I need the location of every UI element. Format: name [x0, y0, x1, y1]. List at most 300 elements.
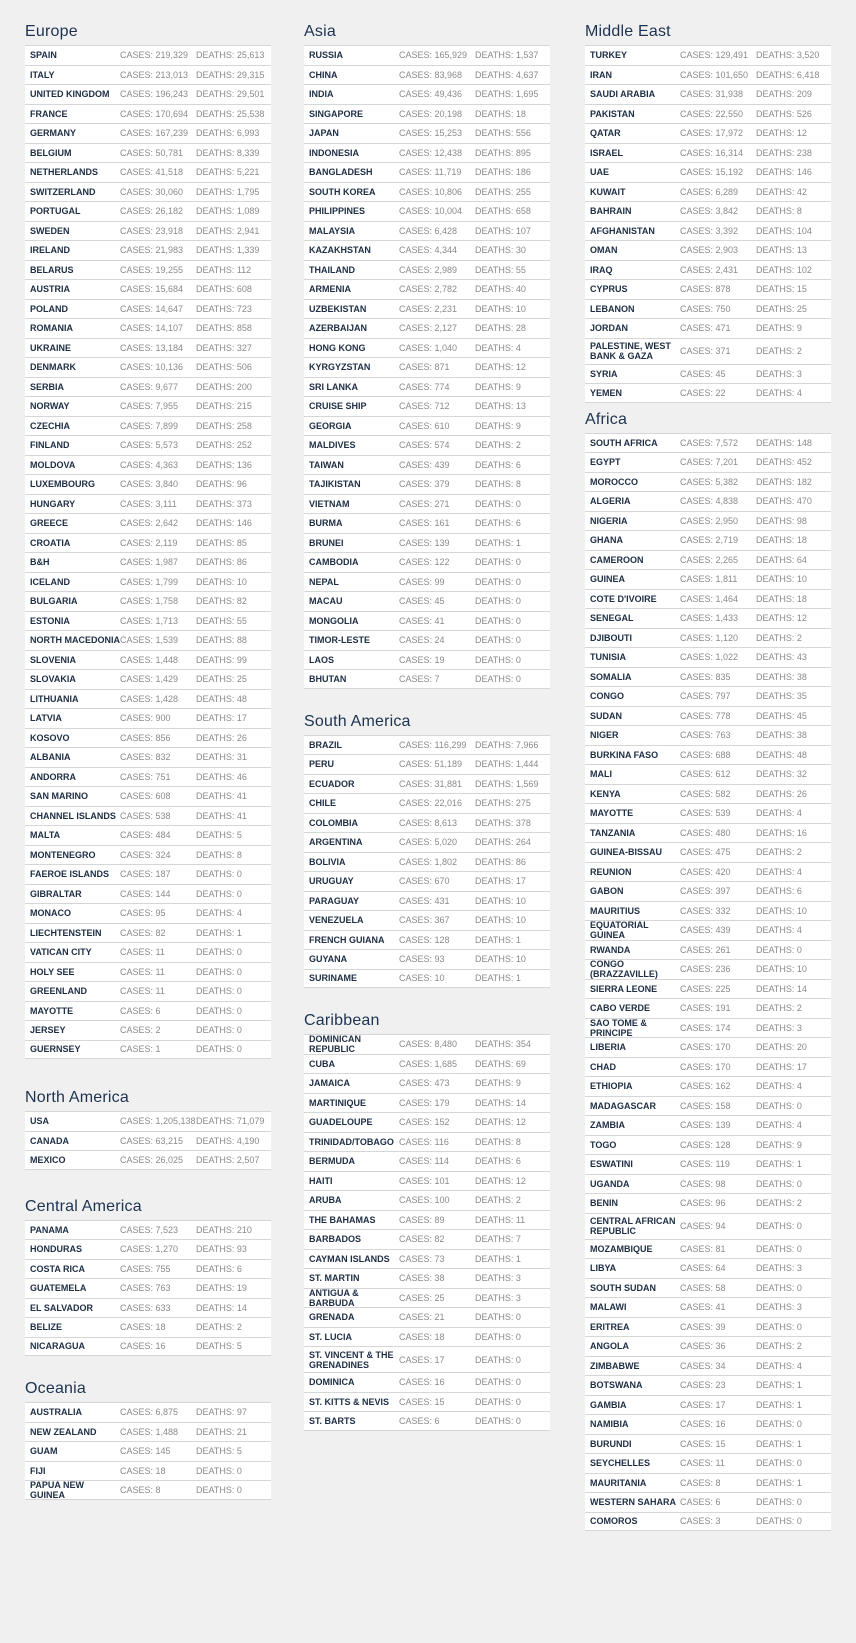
- table-row: [585, 901, 831, 921]
- cases-count: CASES: 31,881: [399, 778, 463, 789]
- deaths-count: DEATHS: 20: [756, 1042, 807, 1053]
- cases-count: CASES: 16: [399, 1377, 445, 1388]
- country-name: CAMBODIA: [309, 557, 359, 568]
- deaths-count: DEATHS: 0: [475, 654, 521, 665]
- cases-count: CASES: 1,022: [680, 652, 739, 663]
- deaths-count: DEATHS: 112: [196, 264, 252, 275]
- country-name: MOLDOVA: [30, 459, 76, 470]
- cases-count: CASES: 116,299: [399, 739, 467, 750]
- country-name: BHUTAN: [309, 673, 347, 684]
- cases-count: CASES: 2,119: [120, 537, 178, 548]
- country-name: PHILIPPINES: [309, 206, 366, 217]
- cases-count: CASES: 2,231: [399, 303, 458, 314]
- deaths-count: DEATHS: 18: [475, 108, 526, 119]
- deaths-count: DEATHS: 93: [196, 1244, 247, 1255]
- table-row: [585, 823, 831, 843]
- country-name: QATAR: [590, 128, 621, 139]
- country-name: CHANNEL ISLANDS: [30, 810, 116, 821]
- cases-count: CASES: 3,111: [120, 498, 177, 509]
- deaths-count: DEATHS: 15: [756, 284, 807, 295]
- deaths-count: DEATHS: 85: [196, 537, 247, 548]
- deaths-count: DEATHS: 14: [196, 1302, 247, 1313]
- country-name: TAJIKISTAN: [309, 479, 361, 490]
- deaths-count: DEATHS: 28: [475, 323, 526, 334]
- table-row: [304, 455, 550, 475]
- table-row: [25, 1441, 271, 1461]
- cases-count: CASES: 3,842: [680, 206, 739, 217]
- deaths-count: DEATHS: 10: [475, 954, 526, 965]
- cases-count: CASES: 1,270: [120, 1244, 179, 1255]
- deaths-count: DEATHS: 25: [756, 303, 807, 314]
- country-name: ESWATINI: [590, 1159, 633, 1170]
- region-title: Africa: [585, 410, 628, 428]
- country-name: MAURITANIA: [590, 1477, 647, 1488]
- deaths-count: DEATHS: 25: [196, 674, 247, 685]
- table-row: [585, 143, 831, 163]
- deaths-count: DEATHS: 1,795: [196, 186, 260, 197]
- table-row: [25, 1402, 271, 1422]
- country-name: LITHUANIA: [30, 693, 79, 704]
- country-name: SAO TOME & PRINCIPE: [590, 1017, 647, 1038]
- table-row: [25, 299, 271, 319]
- cases-count: CASES: 191: [680, 1003, 731, 1014]
- table-row: [25, 1150, 271, 1170]
- deaths-count: DEATHS: 0: [475, 1354, 521, 1365]
- cases-count: CASES: 475: [680, 847, 731, 858]
- cases-count: CASES: 633: [120, 1302, 171, 1313]
- cases-count: CASES: 18: [120, 1465, 166, 1476]
- deaths-count: DEATHS: 200: [196, 381, 252, 392]
- table-row: [304, 669, 550, 689]
- country-name: COLOMBIA: [309, 817, 358, 828]
- cases-count: CASES: 608: [120, 791, 171, 802]
- deaths-count: DEATHS: 0: [196, 869, 242, 880]
- cases-count: CASES: 96: [680, 1198, 726, 1209]
- country-name: GAMBIA: [590, 1399, 627, 1410]
- deaths-count: DEATHS: 19: [196, 1283, 247, 1294]
- deaths-count: DEATHS: 10: [756, 574, 807, 585]
- country-name: ST. LUCIA: [309, 1331, 353, 1342]
- region-title: Caribbean: [304, 1012, 380, 1029]
- deaths-count: DEATHS: 4: [756, 387, 802, 398]
- deaths-count: DEATHS: 96: [196, 479, 247, 490]
- country-name: CROATIA: [30, 537, 71, 548]
- deaths-count: DEATHS: 14: [756, 983, 807, 994]
- deaths-count: DEATHS: 0: [475, 1396, 521, 1407]
- deaths-count: DEATHS: 0: [196, 1465, 242, 1476]
- cases-count: CASES: 6,428: [399, 225, 458, 236]
- country-name: SENEGAL: [590, 613, 634, 624]
- cases-count: CASES: 755: [120, 1263, 171, 1274]
- deaths-count: DEATHS: 46: [196, 771, 247, 782]
- table-row: [25, 45, 271, 65]
- cases-count: CASES: 26,025: [120, 1154, 184, 1165]
- deaths-count: DEATHS: 4: [475, 342, 521, 353]
- cases-count: CASES: 4,838: [680, 496, 739, 507]
- cases-count: CASES: 10,004: [399, 206, 463, 217]
- cases-count: CASES: 6,289: [680, 186, 739, 197]
- country-name: LUXEMBOURG: [30, 479, 95, 490]
- cases-count: CASES: 2,782: [399, 284, 458, 295]
- country-name: TOGO: [590, 1139, 617, 1150]
- cases-count: CASES: 116: [399, 1136, 449, 1147]
- table-row: [25, 923, 271, 943]
- table-row: [25, 1461, 271, 1481]
- country-name: SURINAME: [309, 973, 358, 984]
- table-row: [25, 162, 271, 182]
- country-name: TAIWAN: [309, 459, 344, 470]
- table-row: [304, 1372, 550, 1392]
- cases-count: CASES: 2,127: [399, 323, 458, 334]
- table-row: [25, 221, 271, 241]
- country-name: SYRIA: [590, 368, 618, 379]
- deaths-count: DEATHS: 9: [475, 381, 521, 392]
- deaths-count: DEATHS: 5: [196, 1341, 242, 1352]
- country-name: PERU: [309, 759, 335, 770]
- table-row: [25, 104, 271, 124]
- deaths-count: DEATHS: 97: [196, 1407, 247, 1418]
- deaths-count: DEATHS: 1: [475, 934, 521, 945]
- deaths-count: DEATHS: 3: [756, 1022, 802, 1033]
- cases-count: CASES: 878: [680, 284, 731, 295]
- country-name: KYRGYZSTAN: [309, 362, 371, 373]
- deaths-count: DEATHS: 0: [196, 888, 242, 899]
- country-name: GIBRALTAR: [30, 888, 82, 899]
- cases-count: CASES: 139: [399, 537, 450, 548]
- country-name: GHANA: [590, 535, 623, 546]
- country-name: AUSTRALIA: [30, 1407, 82, 1418]
- cases-count: CASES: 15,192: [680, 167, 744, 178]
- cases-count: CASES: 261: [680, 944, 731, 955]
- table-row: [25, 786, 271, 806]
- region-section: [585, 21, 831, 403]
- country-name: SOUTH KOREA: [309, 186, 376, 197]
- table-row: [25, 1422, 271, 1442]
- country-name: GUADELOUPE: [309, 1117, 373, 1128]
- cases-count: CASES: 7,523: [120, 1224, 179, 1235]
- country-name: ARUBA: [309, 1195, 342, 1206]
- country-name: BURKINA FASO: [590, 749, 659, 760]
- country-name: MALTA: [30, 830, 61, 841]
- table-row: [25, 279, 271, 299]
- country-name: SPAIN: [30, 50, 57, 61]
- table-row: [585, 745, 831, 765]
- cases-count: CASES: 38: [399, 1273, 445, 1284]
- country-name: URUGUAY: [309, 876, 354, 887]
- table-row: [304, 513, 550, 533]
- table-row: [304, 871, 550, 891]
- table-row: [304, 891, 550, 911]
- table-row: [585, 940, 831, 960]
- cases-count: CASES: 152: [399, 1117, 450, 1128]
- deaths-count: DEATHS: 556: [475, 128, 531, 139]
- cases-count: CASES: 1,464: [680, 593, 739, 604]
- cases-count: CASES: 7,955: [120, 401, 179, 412]
- cases-count: CASES: 1,987: [120, 557, 179, 568]
- country-name: MOROCCO: [590, 476, 638, 487]
- table-row: [585, 530, 831, 550]
- table-row: [25, 455, 271, 475]
- country-name: THAILAND: [309, 264, 355, 275]
- table-row: [25, 240, 271, 260]
- country-name: GUINEA-BISSAU: [590, 847, 663, 858]
- country-name: LATVIA: [30, 713, 62, 724]
- cases-count: CASES: 167,239: [120, 128, 189, 139]
- table-row: [304, 1249, 550, 1269]
- country-name: INDONESIA: [309, 147, 360, 158]
- table-row: [585, 472, 831, 492]
- cases-count: CASES: 332: [680, 905, 731, 916]
- cases-count: CASES: 19: [399, 654, 445, 665]
- cases-count: CASES: 12,438: [399, 147, 463, 158]
- table-row: [585, 1473, 831, 1493]
- deaths-count: DEATHS: 55: [475, 264, 526, 275]
- cases-count: CASES: 763: [680, 730, 731, 741]
- deaths-count: DEATHS: 9: [475, 1078, 521, 1089]
- country-name: ANGOLA: [590, 1341, 629, 1352]
- deaths-count: DEATHS: 0: [475, 596, 521, 607]
- deaths-count: DEATHS: 275: [475, 798, 531, 809]
- table-row: [585, 686, 831, 706]
- cases-count: CASES: 17: [399, 1354, 445, 1365]
- country-name: CHINA: [309, 69, 338, 80]
- table-row: [25, 65, 271, 85]
- country-name: HONDURAS: [30, 1244, 83, 1255]
- cases-count: CASES: 41: [680, 1302, 726, 1313]
- deaths-count: DEATHS: 99: [196, 654, 247, 665]
- deaths-count: DEATHS: 2,941: [196, 225, 260, 236]
- country-name: BARBADOS: [309, 1234, 362, 1245]
- cases-count: CASES: 397: [680, 886, 731, 897]
- table-row: [585, 1037, 831, 1057]
- cases-count: CASES: 16: [680, 1419, 726, 1430]
- table-row: [585, 608, 831, 628]
- deaths-count: DEATHS: 38: [756, 730, 807, 741]
- country-name: GUINEA: [590, 574, 626, 585]
- deaths-count: DEATHS: 0: [756, 1221, 802, 1231]
- table-row: [25, 474, 271, 494]
- cases-count: CASES: 856: [120, 732, 171, 743]
- table-row: [304, 260, 550, 280]
- cases-count: CASES: 2,265: [680, 554, 739, 565]
- country-name: WESTERN SAHARA: [590, 1497, 677, 1508]
- cases-count: CASES: 371: [680, 346, 731, 356]
- cases-count: CASES: 2,989: [399, 264, 458, 275]
- cases-count: CASES: 778: [680, 710, 731, 721]
- country-name: BELGIUM: [30, 147, 72, 158]
- country-name: ROMANIA: [30, 323, 73, 334]
- country-name: HUNGARY: [30, 498, 76, 509]
- cases-count: CASES: 6,875: [120, 1407, 179, 1418]
- country-name: TANZANIA: [590, 827, 636, 838]
- deaths-count: DEATHS: 2: [756, 632, 802, 643]
- cases-count: CASES: 19,255: [120, 264, 184, 275]
- table-row: [25, 591, 271, 611]
- deaths-count: DEATHS: 43: [756, 652, 807, 663]
- deaths-count: DEATHS: 98: [756, 515, 807, 526]
- country-name: SLOVENIA: [30, 654, 77, 665]
- country-name: KUWAIT: [590, 186, 626, 197]
- cases-count: CASES: 11: [120, 986, 165, 997]
- deaths-count: DEATHS: 26: [196, 732, 247, 743]
- table-row: [585, 647, 831, 667]
- cases-count: CASES: 13,184: [120, 342, 184, 353]
- table-row: [585, 491, 831, 511]
- country-name: MALDIVES: [309, 440, 356, 451]
- cases-count: CASES: 18: [399, 1331, 445, 1342]
- country-table: [25, 1220, 271, 1357]
- country-name: MAYOTTE: [30, 1005, 74, 1016]
- table-row: [25, 1111, 271, 1131]
- table-row: [585, 550, 831, 570]
- deaths-count: DEATHS: 107: [475, 225, 531, 236]
- deaths-count: DEATHS: 10: [475, 895, 526, 906]
- country-name: ANDORRA: [30, 771, 76, 782]
- table-row: [304, 377, 550, 397]
- table-row: [25, 864, 271, 884]
- cases-count: CASES: 1,799: [120, 576, 179, 587]
- deaths-count: DEATHS: 6: [756, 886, 802, 897]
- deaths-count: DEATHS: 17: [475, 876, 526, 887]
- cases-count: CASES: 271: [399, 498, 450, 509]
- deaths-count: DEATHS: 1: [475, 537, 521, 548]
- country-table: [304, 735, 550, 989]
- deaths-count: DEATHS: 3: [756, 1263, 802, 1274]
- cases-count: CASES: 187: [120, 869, 171, 880]
- table-row: [585, 338, 831, 364]
- table-row: [25, 357, 271, 377]
- deaths-count: DEATHS: 12: [756, 128, 807, 139]
- cases-count: CASES: 17,972: [680, 128, 744, 139]
- table-row: [585, 240, 831, 260]
- table-row: [25, 123, 271, 143]
- deaths-count: DEATHS: 0: [475, 576, 521, 587]
- deaths-count: DEATHS: 25,538: [196, 108, 265, 119]
- country-name: LIBERIA: [590, 1042, 626, 1053]
- table-row: [304, 1307, 550, 1327]
- deaths-count: DEATHS: 32: [756, 769, 807, 780]
- country-name: CRUISE SHIP: [309, 401, 367, 412]
- deaths-count: DEATHS: 26: [756, 788, 807, 799]
- deaths-count: DEATHS: 6: [475, 459, 521, 470]
- country-name: MONTENEGRO: [30, 849, 96, 860]
- cases-count: CASES: 14,647: [120, 303, 184, 314]
- cases-count: CASES: 16: [120, 1341, 166, 1352]
- cases-count: CASES: 751: [120, 771, 171, 782]
- cases-count: CASES: 1,433: [680, 613, 739, 624]
- deaths-count: DEATHS: 2: [756, 1341, 802, 1352]
- table-row: [304, 1073, 550, 1093]
- deaths-count: DEATHS: 10: [196, 576, 247, 587]
- deaths-count: DEATHS: 0: [196, 986, 242, 997]
- country-name: RUSSIA: [309, 50, 344, 61]
- cases-count: CASES: 23,918: [120, 225, 184, 236]
- deaths-count: DEATHS: 8: [475, 479, 521, 490]
- country-name: IRAN: [590, 69, 612, 80]
- table-row: [585, 383, 831, 403]
- table-row: [25, 494, 271, 514]
- country-name: THE BAHAMAS: [309, 1214, 376, 1225]
- deaths-count: DEATHS: 10: [475, 303, 526, 314]
- deaths-count: DEATHS: 0: [756, 1100, 802, 1111]
- table-row: [304, 396, 550, 416]
- country-table: [25, 1402, 271, 1500]
- cases-count: CASES: 1,428: [120, 693, 179, 704]
- table-row: [304, 338, 550, 358]
- table-row: [585, 1395, 831, 1415]
- cases-count: CASES: 174: [680, 1022, 731, 1033]
- deaths-count: DEATHS: 526: [756, 108, 812, 119]
- cases-count: CASES: 871: [399, 362, 450, 373]
- country-name: CABO VERDE: [590, 1003, 651, 1014]
- table-row: [585, 764, 831, 784]
- country-name: NIGER: [590, 730, 619, 741]
- cases-count: CASES: 1,429: [120, 674, 179, 685]
- cases-count: CASES: 94: [680, 1221, 726, 1231]
- country-name: COMOROS: [590, 1516, 638, 1527]
- country-name: DOMINICA: [309, 1377, 355, 1388]
- country-name: CHAD: [590, 1061, 616, 1072]
- deaths-count: DEATHS: 258: [196, 420, 252, 431]
- deaths-count: DEATHS: 0: [756, 1458, 802, 1469]
- country-name: ESTONIA: [30, 615, 70, 626]
- deaths-count: DEATHS: 255: [475, 186, 531, 197]
- cases-count: CASES: 763: [120, 1283, 171, 1294]
- country-name: HONG KONG: [309, 342, 366, 353]
- country-name: EQUATORIAL GUINEA: [590, 920, 649, 941]
- cases-count: CASES: 41: [399, 615, 445, 626]
- country-name: B&H: [30, 557, 50, 568]
- region-title: Oceania: [25, 1380, 86, 1397]
- region-section: [25, 1196, 271, 1357]
- table-row: [585, 364, 831, 384]
- table-row: [25, 1278, 271, 1298]
- deaths-count: DEATHS: 64: [756, 554, 807, 565]
- country-name: GEORGIA: [309, 420, 352, 431]
- cases-count: CASES: 89: [399, 1214, 445, 1225]
- country-name: MALAWI: [590, 1302, 627, 1313]
- country-name: FRANCE: [30, 108, 68, 119]
- table-row: [304, 143, 550, 163]
- country-name: NIGERIA: [590, 515, 628, 526]
- deaths-count: DEATHS: 0: [196, 1025, 242, 1036]
- deaths-count: DEATHS: 658: [475, 206, 531, 217]
- table-row: [585, 667, 831, 687]
- cases-count: CASES: 101: [399, 1175, 450, 1186]
- table-row: [585, 1096, 831, 1116]
- country-name: TURKEY: [590, 50, 628, 61]
- table-row: [25, 845, 271, 865]
- country-name: BOLIVIA: [309, 856, 346, 867]
- cases-count: CASES: 196,243: [120, 89, 189, 100]
- deaths-count: DEATHS: 9: [475, 420, 521, 431]
- deaths-count: DEATHS: 0: [756, 1282, 802, 1293]
- deaths-count: DEATHS: 10: [756, 905, 807, 916]
- deaths-count: DEATHS: 3: [756, 1302, 802, 1313]
- deaths-count: DEATHS: 4: [756, 1360, 802, 1371]
- table-row: [304, 1229, 550, 1249]
- deaths-count: DEATHS: 895: [475, 147, 531, 158]
- country-name: MALAYSIA: [309, 225, 356, 236]
- country-name: CANADA: [30, 1135, 69, 1146]
- table-row: [304, 1392, 550, 1412]
- table-row: [585, 452, 831, 472]
- country-name: SRI LANKA: [309, 381, 358, 392]
- country-name: ZIMBABWE: [590, 1360, 640, 1371]
- deaths-count: DEATHS: 1: [756, 1438, 802, 1449]
- table-row: [25, 903, 271, 923]
- table-row: [25, 747, 271, 767]
